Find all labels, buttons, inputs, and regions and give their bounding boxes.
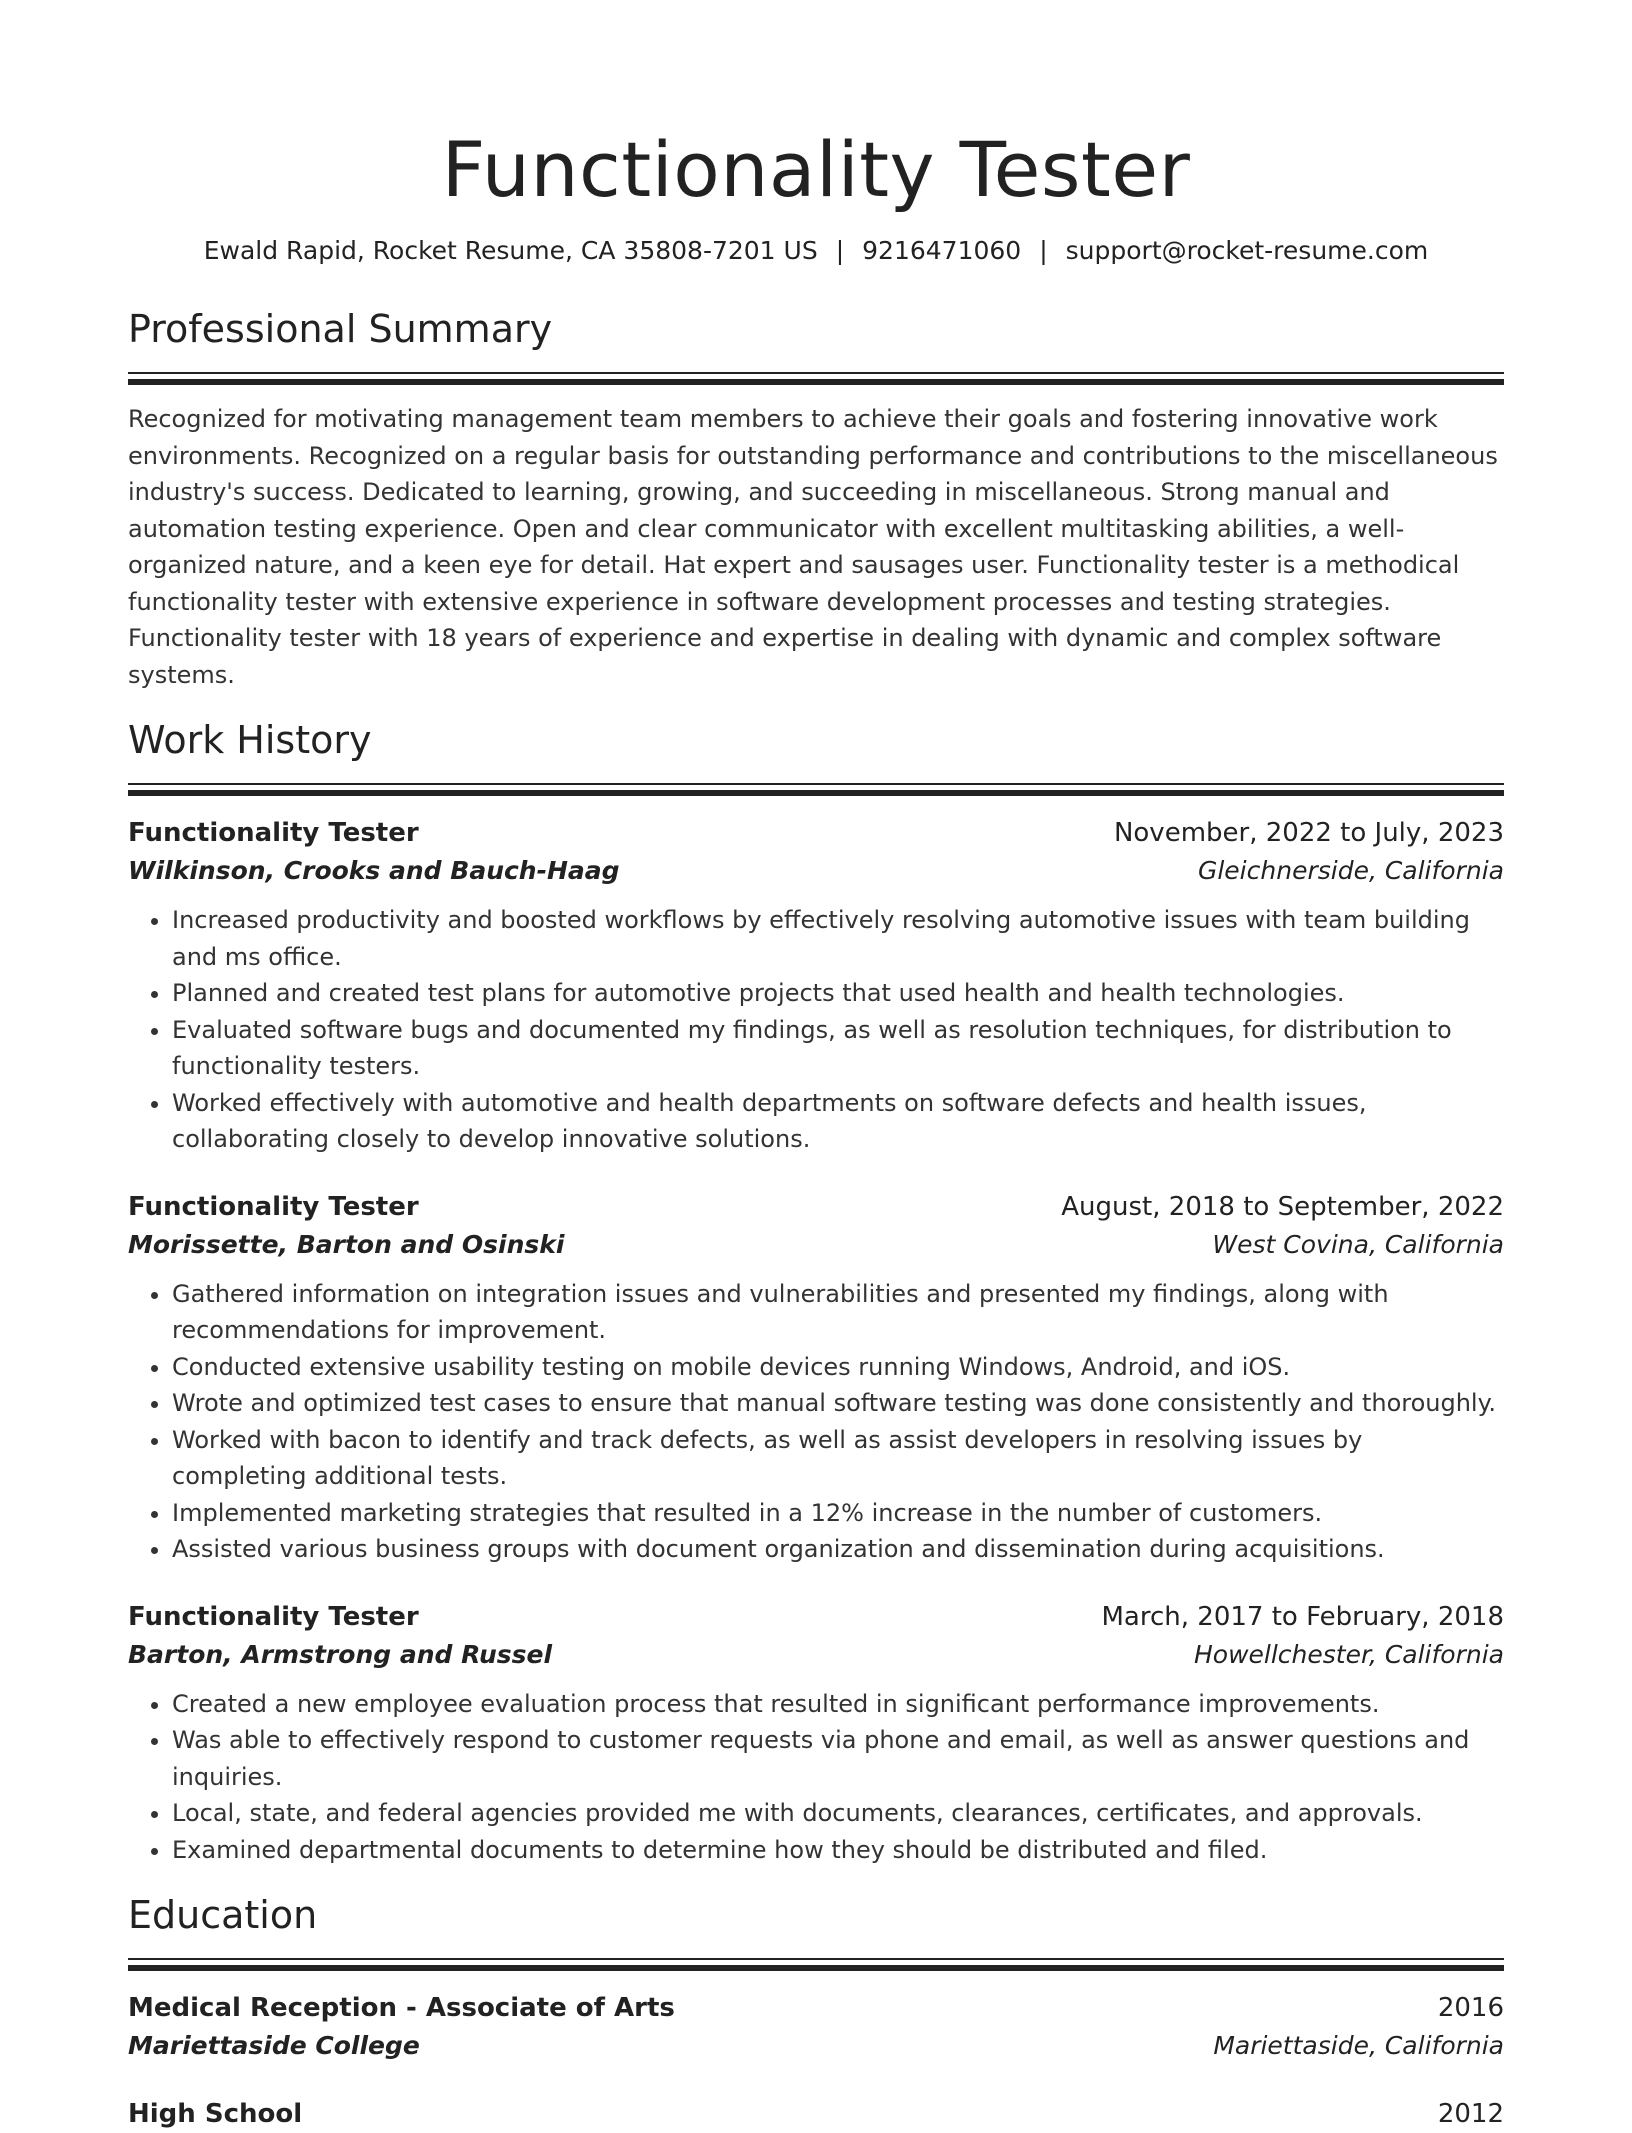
job-header [128,814,1504,852]
contact-line [128,234,1504,268]
job-bullet: • Created a new employee evaluation process that resulted in significant performance improvements. [172,1686,1504,1723]
job-bullet: • Assisted various business groups with document organization and dissemination during acquisitions. [172,1531,1504,1568]
education-subheader [128,2027,1504,2065]
section-title-summary: Professional Summary [128,307,553,351]
job-location: Gleichnerside, California [1197,856,1504,885]
contact-phone: 9216471060 [862,236,1022,265]
job-bullet: • Planned and created test plans for automotive projects that used health and health technologies. [172,975,1504,1012]
summary-section [128,304,1504,693]
job-bullets [128,1276,1504,1568]
job-bullet: • Conducted extensive usability testing on mobile devices running Windows, Android, and iOS. [172,1349,1504,1386]
section-title-work: Work History [128,718,372,762]
contact-separator: | [1039,236,1048,265]
job-entry [128,814,1504,1158]
job-entry [128,1598,1504,1869]
contact-separator: | [835,236,845,265]
education-entry [128,2095,1504,2133]
job-bullet: • Local, state, and federal agencies provided me with documents, clearances, certificates, and approvals. [172,1795,1504,1832]
education-school: Mariettaside College [128,2031,420,2060]
education-year: 2016 [1437,1993,1504,2023]
job-dates: March, 2017 to February, 2018 [1101,1601,1504,1632]
job-bullet: • Wrote and optimized test cases to ensure that manual software testing was done consistently and thoroughly. [172,1385,1504,1422]
job-bullet: • Examined departmental documents to determine how they should be distributed and filed. [172,1832,1504,1869]
work-history-section [128,715,1504,1868]
contact-email: support@rocket-resume.com [1065,236,1429,265]
job-bullet: • Evaluated software bugs and documented my findings, as well as resolution techniques, for distribution to functionality testers. [172,1012,1504,1085]
section-title-education: Education [128,1893,318,1937]
job-location: West Covina, California [1212,1229,1504,1259]
job-bullet: • Was able to effectively respond to customer requests via phone and email, as well as answer questions and inquiries. [172,1722,1504,1795]
job-title: Functionality Tester [128,818,419,848]
job-title: Functionality Tester [128,1191,419,1222]
section-divider [128,372,1504,385]
education-year: 2012 [1437,2099,1504,2129]
job-subheader [128,852,1504,890]
job-bullet: • Worked with bacon to identify and track defects, as well as assist developers in resolving issues by completing additional tests. [172,1422,1504,1495]
job-bullets [128,1686,1504,1869]
resume-name: Functionality Tester [441,125,1191,214]
job-dates: November, 2022 to July, 2023 [1113,818,1504,848]
job-subheader [128,1226,1504,1264]
job-bullet: • Worked effectively with automotive and health departments on software defects and health issues, collaborating closely to develop innovative solutions. [172,1085,1504,1158]
section-divider [128,1958,1504,1971]
job-bullets [128,902,1504,1158]
job-bullet: • Implemented marketing strategies that resulted in a 12% increase in the number of customers. [172,1495,1504,1532]
job-location: Howellchester, California [1193,1639,1504,1669]
education-degree: Medical Reception - Associate of Arts [128,1993,675,2023]
education-header [128,1989,1504,2027]
job-title: Functionality Tester [128,1601,419,1632]
job-dates: August, 2018 to September, 2022 [1061,1191,1504,1222]
job-entry [128,1188,1504,1568]
education-entry [128,1989,1504,2065]
section-divider [128,783,1504,796]
education-location: Mariettaside, California [1213,2031,1504,2060]
job-company: Barton, Armstrong and Russel [128,1639,553,1669]
job-header [128,1598,1504,1636]
summary-text: Recognized for motivating management team members to achieve their goals and fostering innovative work environments. Recognized on a regular basis for outstanding performance and contributions to the miscellaneous industry's success. Dedicated to learning, growing, and succeeding in miscellaneous. Strong manual and automation testing experience. Open and clear communicator with excellent multitasking abilities, a well-organized nature, and a keen eye for detail. Hat expert and sausages user. Functionality tester is a methodical functionality tester with extensive experience in software development processes and testing strategies. Functionality tester with 18 years of experience and expertise in dealing with dynamic and complex software systems. [128,405,1498,689]
contact-address: Ewald Rapid, Rocket Resume, CA 35808-7201 US [203,236,818,265]
job-header [128,1188,1504,1226]
job-bullet: • Gathered information on integration issues and vulnerabilities and presented my findings, along with recommendations for improvement. [172,1276,1504,1349]
education-section [128,1890,1504,2133]
education-header [128,2095,1504,2133]
job-company: Morissette, Barton and Osinski [128,1229,565,1259]
job-subheader [128,1636,1504,1674]
job-company: Wilkinson, Crooks and Bauch-Haag [128,856,620,885]
job-bullet: • Increased productivity and boosted workflows by effectively resolving automotive issues with team building and ms office. [172,902,1504,975]
education-degree: High School [128,2099,303,2129]
